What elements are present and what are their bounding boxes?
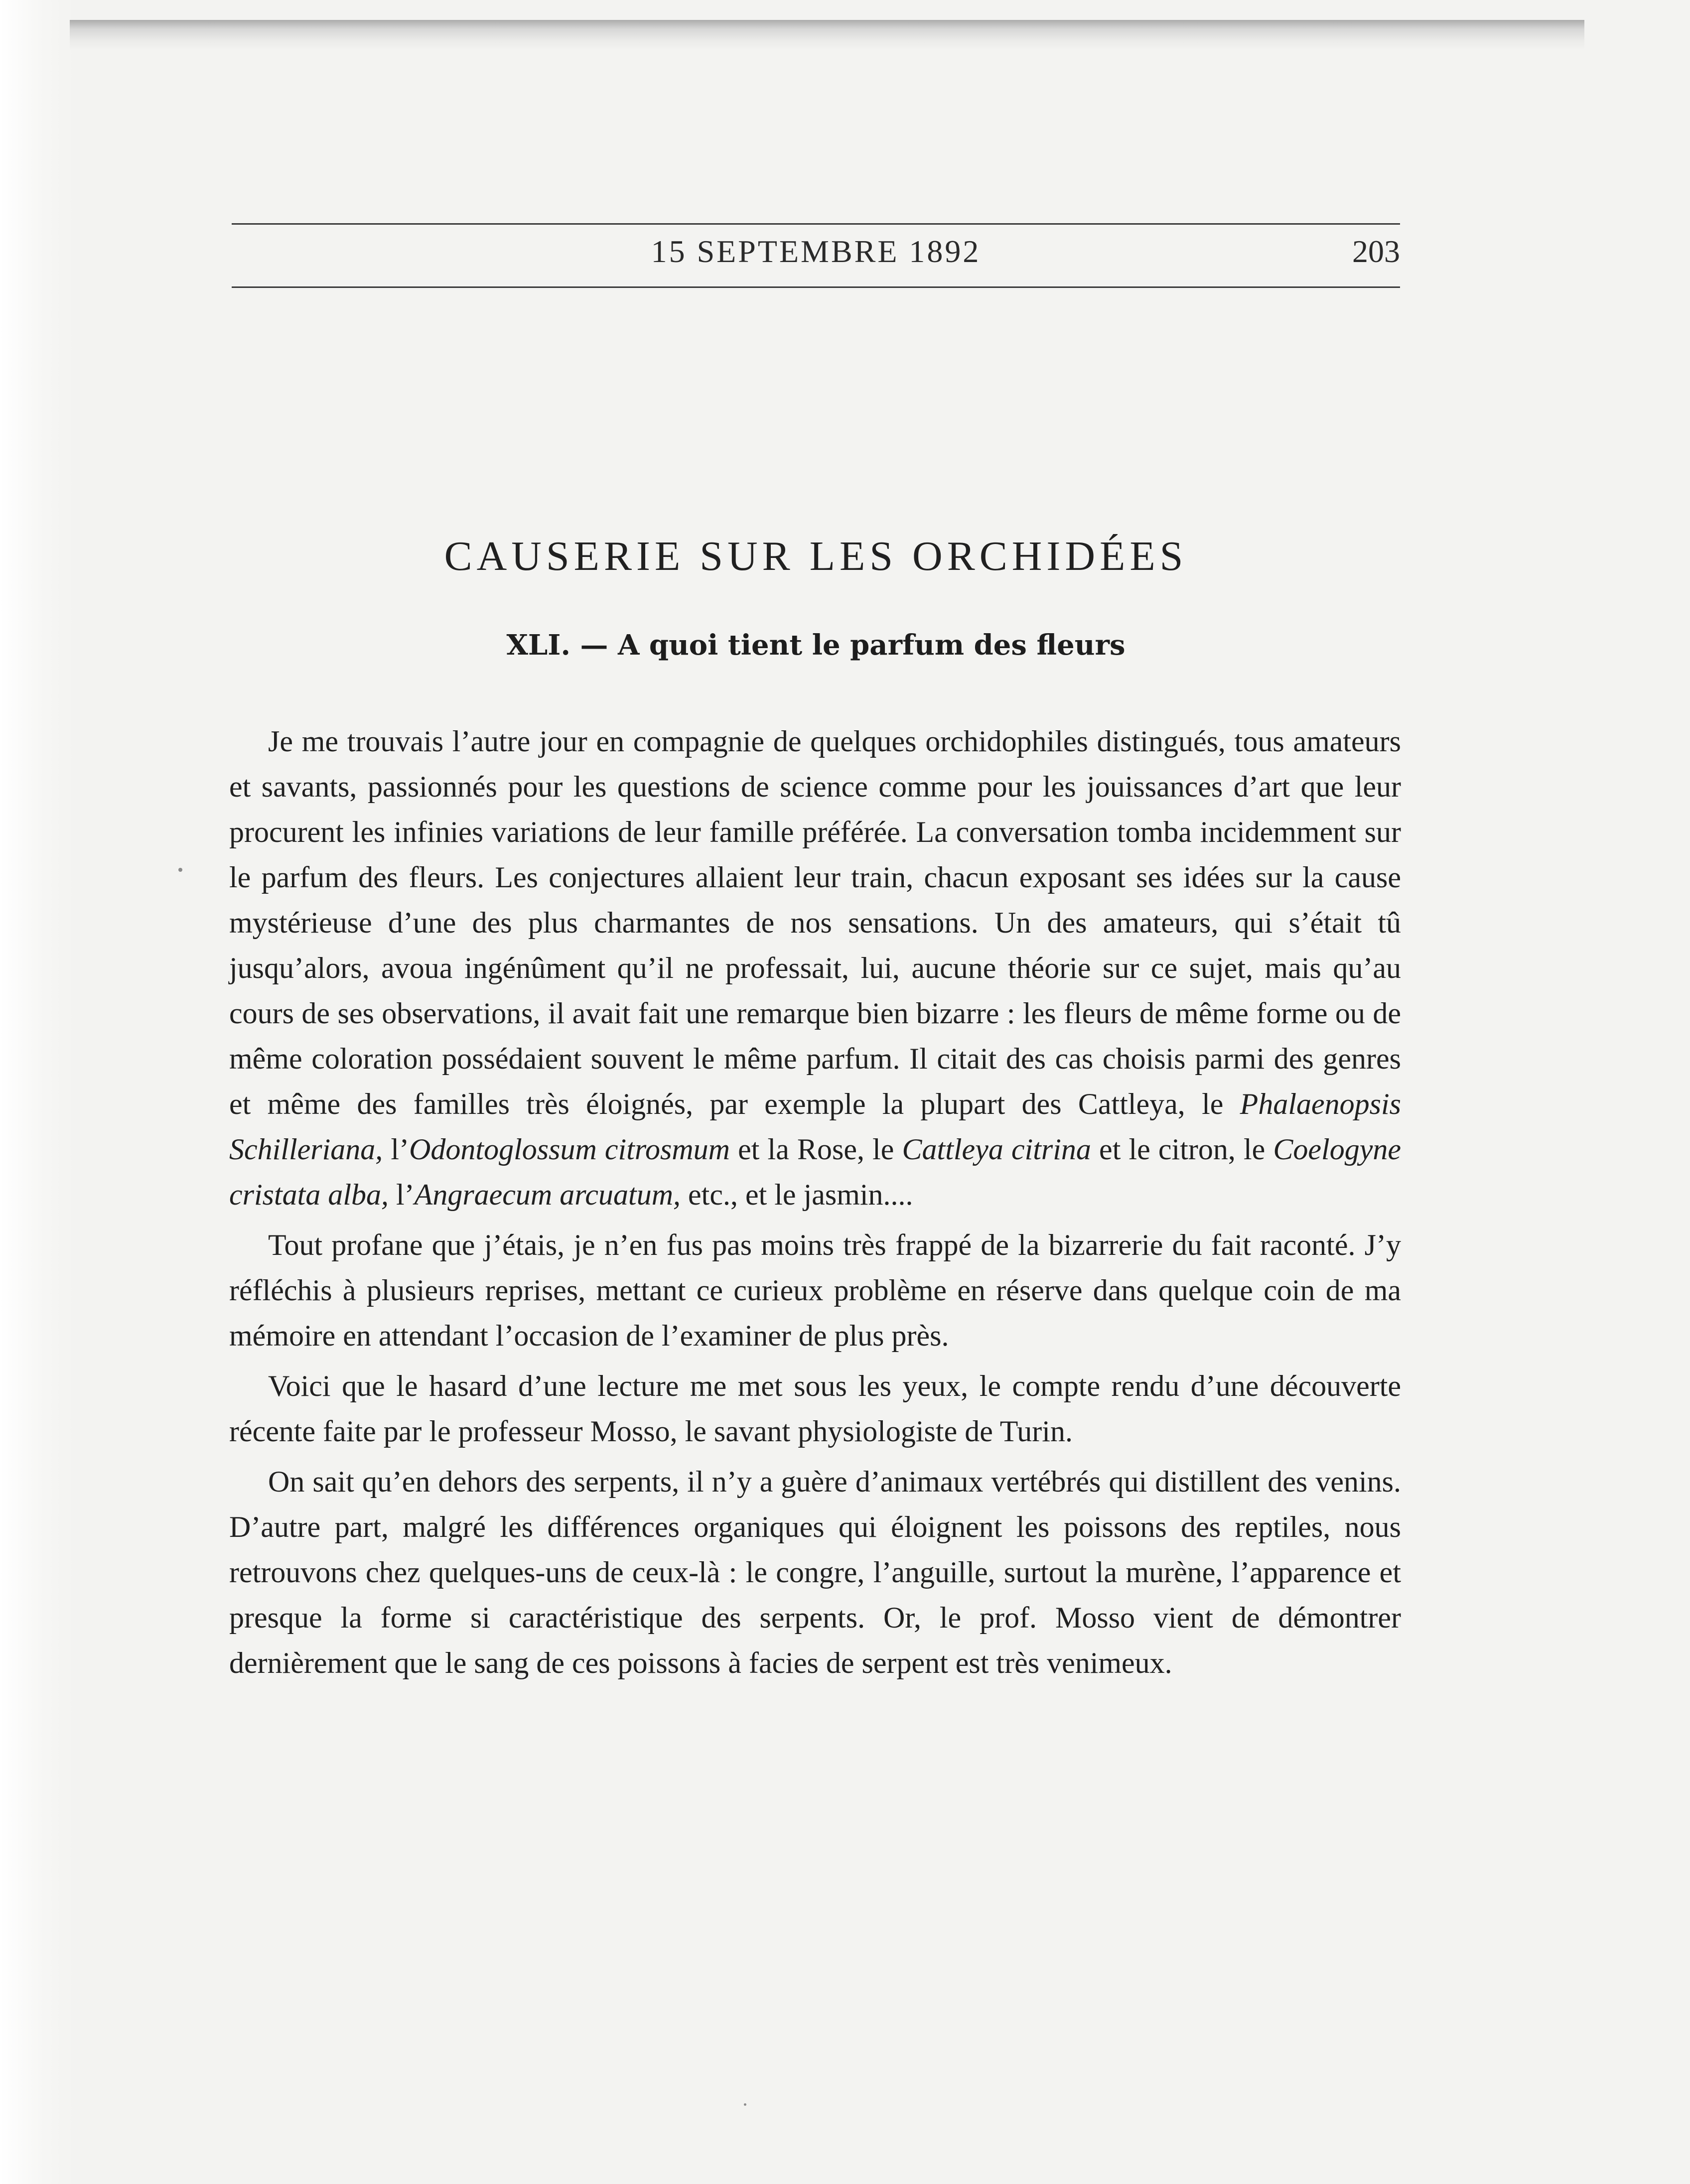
article-body (229, 719, 1401, 1686)
article-subtitle: XLI. — A quoi tient le parfum des fleurs (506, 629, 1126, 662)
species-name: Coelogyne cristata alba, (229, 1133, 1401, 1211)
paragraph-2: Tout profane que j’étais, je n’en fus pas moins très frappé de la bizarrerie du fait raconté. J’y réfléchis à plusieurs reprises, mettant ce curieux problème en réserve dans quelque coin de ma mémoire en attendant l’occasion de l’examiner de plus près. (229, 1228, 1401, 1352)
species-name: Cattleya citrina (902, 1133, 1091, 1166)
paragraph-4: On sait qu’en dehors des serpents, il n’y a guère d’animaux vertébrés qui distillent des venins. D’autre part, malgré les différences organiques qui éloignent les poissons des reptiles, nous retrouvons chez quelques-uns de ceux-là : le congre, l’anguille, surtout la murène, l’apparence et presque la forme si caractéristique des serpents. Or, le prof. Mosso vient de démontrer dernièrement que le sang de ces poissons à facies de serpent est très venimeux. (229, 1465, 1401, 1679)
scan-speck (178, 868, 182, 872)
scan-speck (744, 2103, 746, 2106)
paragraph-1 (229, 719, 1401, 1218)
species-name: Odontoglossum citrosmum (409, 1133, 730, 1166)
header-rule-top (232, 223, 1400, 225)
header-rule-bottom (232, 286, 1400, 288)
paragraph-1-text-e: l’ (389, 1178, 415, 1211)
paragraph-1-text-d: et le citron, le (1091, 1133, 1273, 1166)
article-title: CAUSERIE SUR LES ORCHIDÉES (444, 533, 1188, 579)
paragraph-1-text-b: l’ (383, 1133, 410, 1166)
species-name: Angraecum arcuatum, (414, 1178, 681, 1211)
paragraph-1-text-f: etc., et le jasmin.... (681, 1178, 913, 1211)
paragraph-1-text-c: et la Rose, le (730, 1133, 902, 1166)
running-header (232, 233, 1400, 278)
paragraph-1-text-a: Je me trouvais l’autre jour en compagnie de quelques orchidophiles distingués, tous amateurs et savants, passionnés pour les questions de science comme pour les jouissances d’art que leur procurent les infinies variations de leur famille préférée. La conversation tomba incidemment sur le parfum des fleurs. Les conjectures allaient leur train, chacun exposant ses idées sur la cause mystérieuse d’une des plus charmantes de nos sensations. Un des amateurs, qui s’était tû jusqu’alors, avoua ingénûment qu’il ne professait, lui, aucune théorie sur ce sujet, mais qu’au cours de ses observations, il avait fait une remarque bien bizarre : les fleurs de même forme ou de même coloration possédaient souvent le même parfum. Il citait des cas choisis parmi des genres et même des familles très éloignés, par exemple la plupart des Cattleya, le (229, 725, 1401, 1120)
page-number: 203 (1352, 234, 1400, 269)
species-name: Phalaenopsis Schilleriana, (229, 1088, 1401, 1166)
paragraph-3: Voici que le hasard d’une lecture me met sous les yeux, le compte rendu d’une découverte récente faite par le professeur Mosso, le savant physiologiste de Turin. (229, 1369, 1401, 1448)
header-date: 15 SEPTEMBRE 1892 (651, 234, 981, 269)
